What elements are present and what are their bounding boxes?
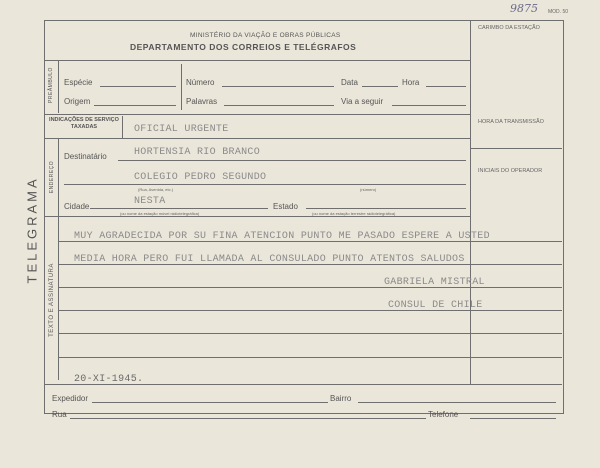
cidade-value: NESTA (134, 196, 166, 207)
palavras-label: Palavras (186, 97, 218, 106)
estado-label: Estado (273, 202, 298, 211)
service-label: INDICAÇÕES DE SERVIÇO TAXADAS (49, 117, 119, 130)
preamble-box (44, 60, 470, 115)
telefone-label: Telefone (428, 410, 459, 419)
street-value: COLEGIO PEDRO SEGUNDO (134, 172, 267, 183)
message-date: 20-XI-1945. (74, 374, 144, 385)
estado-hint: (ou nome da estação terrestre rádiotelegráfica) (312, 211, 396, 216)
numero-label: Número (186, 78, 215, 87)
destinatario-value: HORTENSIA RIO BRANCO (134, 147, 261, 158)
destinatario-label: Destinatário (64, 152, 107, 161)
expedidor-label: Expedidor (52, 394, 89, 403)
operator-initials-label: INICIAIS DO OPERADOR (478, 168, 543, 174)
street-hint: (Rua, Avenida, etc.) (138, 187, 174, 192)
message-side-label: TEXTO E ASSINATURA (49, 263, 55, 337)
preamble-side-label: PREÂMBULO (48, 67, 54, 103)
cidade-label: Cidade (64, 202, 90, 211)
number-hint: (número) (360, 187, 377, 192)
ministry-title: MINISTÉRIO DA VIAÇÃO E OBRAS PÚBLICAS (190, 32, 341, 39)
data-label: Data (341, 78, 358, 87)
service-value: OFICIAL URGENTE (134, 124, 229, 135)
bairro-label: Bairro (330, 394, 352, 403)
model-number: MOD. 50 (548, 9, 569, 15)
telegram-title: TELEGRAMA (24, 176, 40, 284)
message-line-2: MEDIA HORA PERO FUI LLAMADA AL CONSULADO PUNTO ATENTOS SALUDOS (74, 254, 465, 265)
address-side-label: ENDEREÇO (49, 160, 55, 194)
message-title: CONSUL DE CHILE (388, 300, 483, 311)
especie-label: Espécie (64, 78, 93, 87)
hora-label: Hora (402, 78, 420, 87)
message-line-1: MUY AGRADECIDA POR SU FINA ATENCION PUNTO ME PASADO ESPERE A USTED (74, 231, 490, 242)
station-stamp-label: CARIMBO DA ESTAÇÃO (478, 25, 540, 31)
cidade-hint: (ou nome da estação móvel rádiotelegráfica) (120, 211, 200, 216)
rua-label: Rua (52, 410, 67, 419)
origem-label: Origem (64, 97, 91, 106)
handwritten-number: 9875 (510, 2, 538, 15)
department-title: DEPARTAMENTO DOS CORREIOS E TELÉGRAFOS (130, 42, 357, 52)
via-label: Via a seguir (341, 97, 384, 106)
message-signature: GABRIELA MISTRAL (384, 277, 485, 288)
transmission-time-label: HORA DA TRANSMISSÃO (478, 119, 544, 125)
